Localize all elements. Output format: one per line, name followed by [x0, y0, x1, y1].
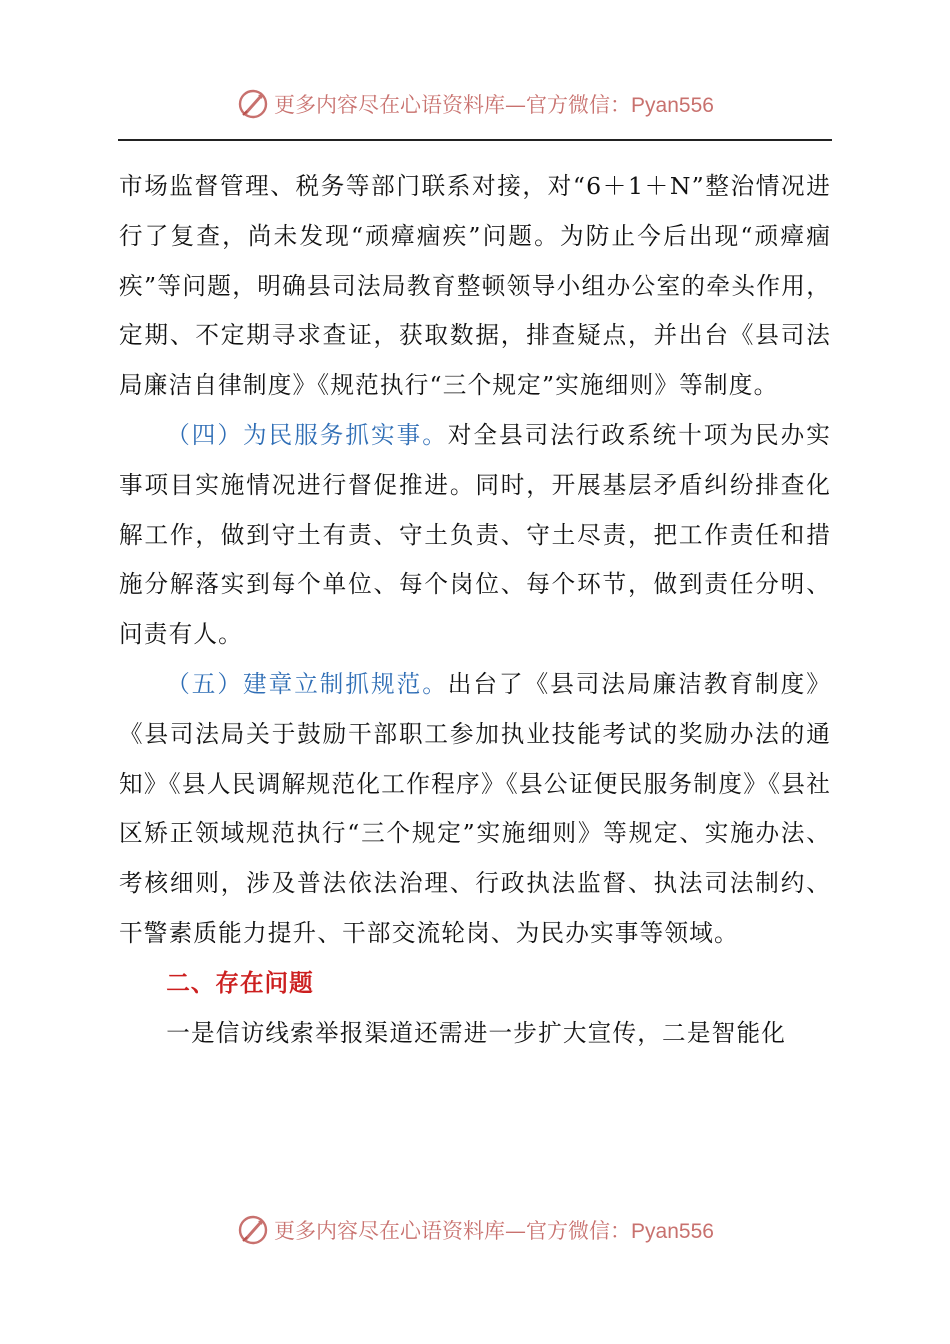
- subheading-regulation: （五）建章立制抓规范。: [166, 669, 448, 698]
- paragraph-problems: 一是信访线索举报渠道还需进一步扩大宣传，二是智能化: [166, 1018, 787, 1047]
- subheading-service: （四）为民服务抓实事。: [166, 420, 448, 449]
- header-rule: [118, 139, 832, 141]
- document-body: [119, 162, 831, 1058]
- paragraph-continued: 市场监督管理、税务等部门联系对接，对“6＋1＋N”整治情况进行了复查，尚未发现“顽瘴痼疾”问题。为防止今后出现“顽瘴痼疾”等问题，明确县司法局教育整顿领导小组办公室的牵头作用，定期、不定期寻求查证，获取数据，排查疑点，并出台《县司法局廉洁自律制度》《规范执行“三个规定”实施细则》等制度。: [119, 172, 831, 400]
- pen-circle-logo-icon: [236, 1213, 270, 1247]
- watermark-wechat-id: Pyan556: [631, 94, 714, 117]
- section-heading: 二、存在问题: [166, 968, 314, 997]
- paragraph-regulation-text: 出台了《县司法局廉洁教育制度》《县司法局关于鼓励干部职工参加执业技能考试的奖励办法的通知》《县人民调解规范化工作程序》《县公证便民服务制度》《县社区矫正领域规范执行“三个规定”实施细则》等规定、实施办法、考核细则，涉及普法依法治理、行政执法监督、执法司法制约、干警素质能力提升、干部交流轮岗、为民办实事等领域。: [119, 669, 831, 947]
- watermark-text: 更多内容尽在心语资料库—官方微信：: [274, 93, 632, 117]
- paragraph-service-text: 对全县司法行政系统十项为民办实事项目实施情况进行督促推进。同时，开展基层矛盾纠纷排查化解工作，做到守土有责、守土负责、守土尽责，把工作责任和措施分解落实到每个单位、每个岗位、每个环节，做到责任分明、问责有人。: [119, 420, 831, 649]
- watermark-text: 更多内容尽在心语资料库—官方微信：: [274, 1219, 632, 1243]
- watermark-wechat-id: Pyan556: [631, 1220, 714, 1243]
- footer-watermark: [0, 1210, 950, 1250]
- paragraph-regulation: [119, 660, 831, 959]
- pen-circle-logo-icon: [236, 87, 270, 121]
- header-watermark: [0, 84, 950, 124]
- paragraph-service: [119, 411, 831, 660]
